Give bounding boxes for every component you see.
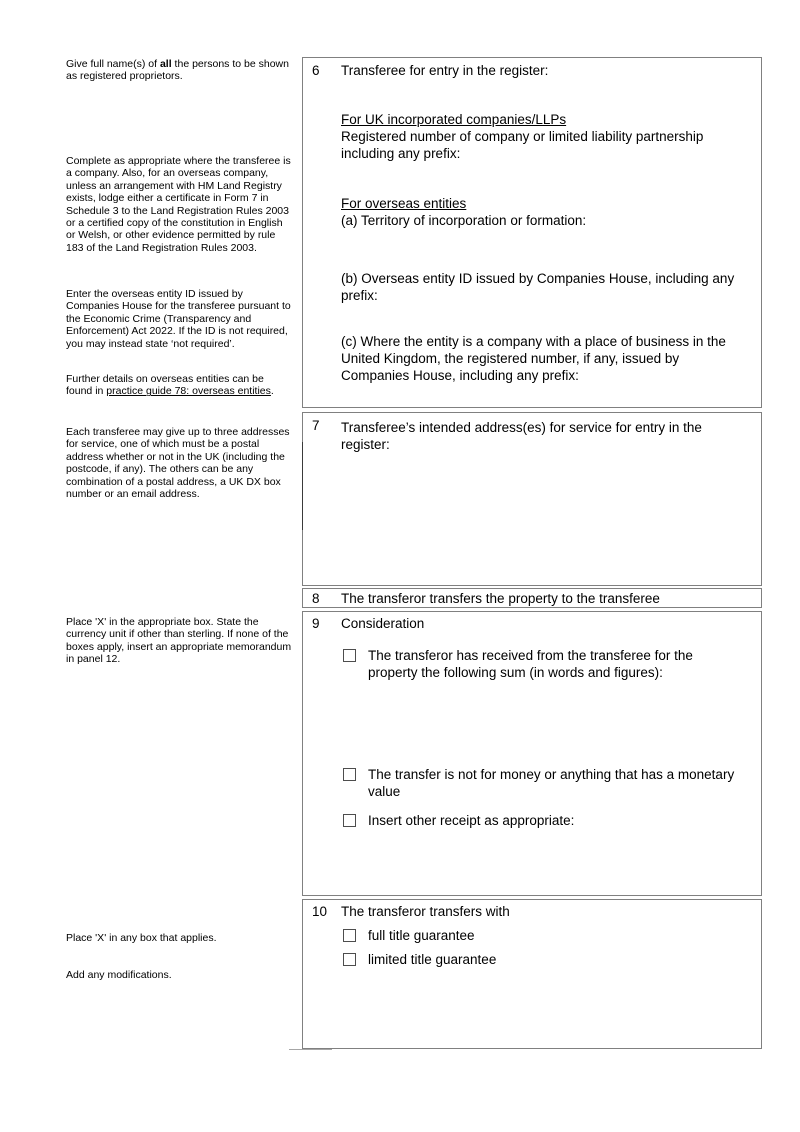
option-limited-title-guarantee (341, 951, 746, 968)
panel-10-title-guarantee (302, 899, 762, 1049)
option-full-title-guarantee (341, 927, 746, 944)
panel-8-title: The transferor transfers the property to the transferee (341, 591, 660, 606)
panel-number: 10 (312, 904, 328, 919)
panel-9-title: Consideration (341, 616, 425, 631)
panel-8-transferor-transfers (302, 588, 762, 608)
consideration-option-other-receipt (341, 812, 746, 829)
note-further-details (66, 373, 292, 398)
checkbox-full-title-guarantee[interactable] (343, 929, 356, 942)
checkbox-limited-title-guarantee[interactable] (343, 953, 356, 966)
checkbox-label: The transferor has received from the transferee for the property the following sum (in words and figures): (368, 648, 693, 680)
territory-of-incorporation-label: (a) Territory of incorporation or formation: (341, 213, 587, 228)
note-text: . (270, 385, 274, 398)
note-text: Place 'X' in the appropriate box. State the currency unit if other than sterling. If none of the boxes apply, insert an appropriate memorandum in panel 12. (66, 616, 292, 666)
note-registered-proprietors (66, 58, 292, 83)
note-currency-unit (66, 616, 292, 666)
checkbox-other-receipt[interactable] (343, 814, 356, 827)
note-overseas-entity-id (66, 288, 292, 350)
panel-number: 7 (312, 418, 320, 433)
consideration-option-not-for-money (341, 766, 746, 800)
note-any-box-applies (66, 932, 292, 944)
note-add-modifications (66, 969, 292, 981)
note-addresses-for-service (66, 426, 292, 500)
panel-6-title: Transferee for entry in the register: (341, 63, 549, 78)
note-text: the persons to be shown as registered proprietors. (66, 58, 289, 83)
uk-registered-number-label: (c) Where the entity is a company with a place of business in the United Kingdom, the registered number, if any, issued by Companies House, including any prefix: (341, 334, 726, 383)
note-text: Place 'X' in any box that applies. (66, 932, 217, 944)
overseas-entity-id-label: (b) Overseas entity ID issued by Companies House, including any prefix: (341, 271, 735, 303)
checkbox-label: Insert other receipt as appropriate: (368, 813, 575, 828)
panel-10-title: The transferor transfers with (341, 904, 510, 919)
practice-guide-78-link[interactable]: practice guide 78: overseas entities (106, 385, 271, 398)
note-text: Add any modifications. (66, 969, 172, 981)
panel-number: 6 (312, 63, 320, 78)
checkbox-label: full title guarantee (368, 928, 475, 943)
uk-companies-heading: For UK incorporated companies/LLPs (341, 112, 567, 127)
page-bottom-line-fragment (289, 1049, 332, 1050)
panel-6-transferee (302, 57, 762, 408)
consideration-option-sum (341, 647, 746, 681)
panel-7-border-dark-segment (302, 442, 303, 530)
panel-number: 8 (312, 591, 320, 606)
note-text: Enter the overseas entity ID issued by Companies House for the transferee pursuant to the Economic Crime (Transparency and Enforcement) Act 2022. If the ID is not required, you may instead state ‘not required’. (66, 288, 291, 350)
panel-number: 9 (312, 616, 320, 631)
checkbox-label: limited title guarantee (368, 952, 497, 967)
panel-7-title: Transferee’s intended address(es) for service for entry in the register: (341, 420, 702, 452)
note-text: Give full name(s) of (66, 58, 160, 70)
note-text: Complete as appropriate where the transferee is a company. Also, for an overseas company, unless an arrangement with HM Land Registry exists, lodge either a certificate in Form 7 in Schedule 3 to the Land Registration Rules 2003 or a certified copy of the constitution in English or Welsh, or other evidence permitted by rule 183 of the Land Registration Rules 2003. (66, 155, 291, 254)
note-text: Each transferee may give up to three addresses for service, one of which must be a postal address whether or not in the UK (including the postcode, if any). The others can be any combination of a postal address, a UK DX box number or an email address. (66, 426, 290, 501)
note-text-bold: all (159, 58, 172, 70)
overseas-entities-heading: For overseas entities (341, 196, 467, 211)
panel-7-address-for-service (302, 412, 762, 586)
note-company-evidence (66, 155, 292, 254)
panel-9-consideration (302, 611, 762, 896)
checkbox-sum-received[interactable] (343, 649, 356, 662)
registered-number-label: Registered number of company or limited liability partnership including any prefix: (341, 129, 704, 161)
note-text: Further details on overseas entities can be found in (66, 373, 264, 398)
checkbox-label: The transfer is not for money or anything that has a monetary value (368, 767, 735, 799)
checkbox-not-for-money[interactable] (343, 768, 356, 781)
